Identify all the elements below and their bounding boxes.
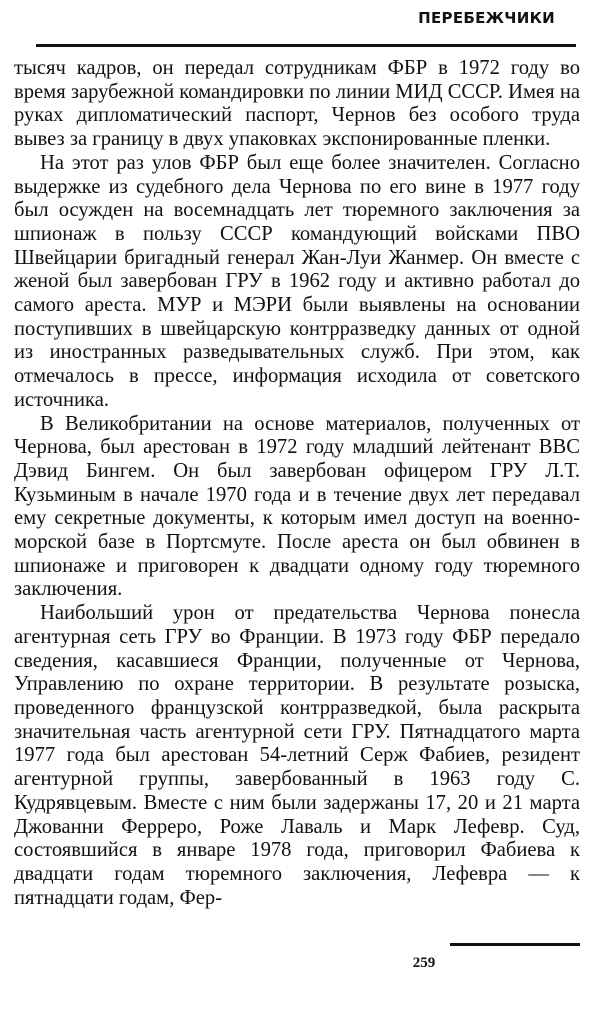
running-header: ПЕРЕБЕЖЧИКИ [418, 9, 555, 27]
paragraph: На этот раз улов ФБР был еще более значителен. Согласно выдержке из судебного дела Чернова по его вине в 1977 году был осужден на восемнадцать лет тюремного заключения за шпионаж в пользу СССР командующий войсками ПВО Швейцарии бригадный генерал Жан-Луи Жанмер. Он вместе с женой был завербован ГРУ в 1962 году и активно работал до самого ареста. МУР и МЭРИ были выявлены на основании поступивших в швейцарскую контрразведку данных от одной из иностранных разведывательных служб. При этом, как отмечалось в прессе, информация исходила от советского источника. [14, 151, 580, 411]
body-text [14, 57, 580, 910]
footer-rule [450, 943, 580, 946]
header-rule [36, 44, 576, 47]
paragraph: тысяч кадров, он передал сотрудникам ФБР в 1972 году во время зарубежной командировки по линии МИД СССР. Имея на руках дипломатический паспорт, Чернов без особого труда вывез за границу в двух упаковках экспонированные пленки. [14, 57, 580, 151]
paragraph: В Великобритании на основе материалов, полученных от Чернова, был арестован в 1972 году младший лейтенант ВВС Дэвид Бингем. Он был завербован офицером ГРУ Л.Т. Кузьминым в начале 1970 года и в течение двух лет передавал ему секретные документы, к которым имел доступ на военно-морской базе в Портсмуте. После ареста он был обвинен в шпионаже и приговорен к двадцати одному году тюремного заключения. [14, 412, 580, 601]
page-number: 259 [412, 955, 436, 971]
paragraph: Наибольший урон от предательства Чернова понесла агентурная сеть ГРУ во Франции. В 1973 году ФБР передало сведения, касавшиеся Франции, полученные от Чернова, Управлению по охране территории. В результате розыска, проведенного французской контрразведкой, была раскрыта значительная часть агентурной сети ГРУ. Пятнадцатого марта 1977 года был арестован 54-летний Серж Фабиев, резидент агентурной группы, завербованный в 1963 году С. Кудрявцевым. Вместе с ним были задержаны 17, 20 и 21 марта Джованни Ферреро, Роже Лаваль и Марк Лефевр. Суд, состоявшийся в январе 1978 года, приговорил Фабиева к двадцати годам тюремного заключения, Лефевра — к пятнадцати годам, Фер- [14, 602, 580, 909]
